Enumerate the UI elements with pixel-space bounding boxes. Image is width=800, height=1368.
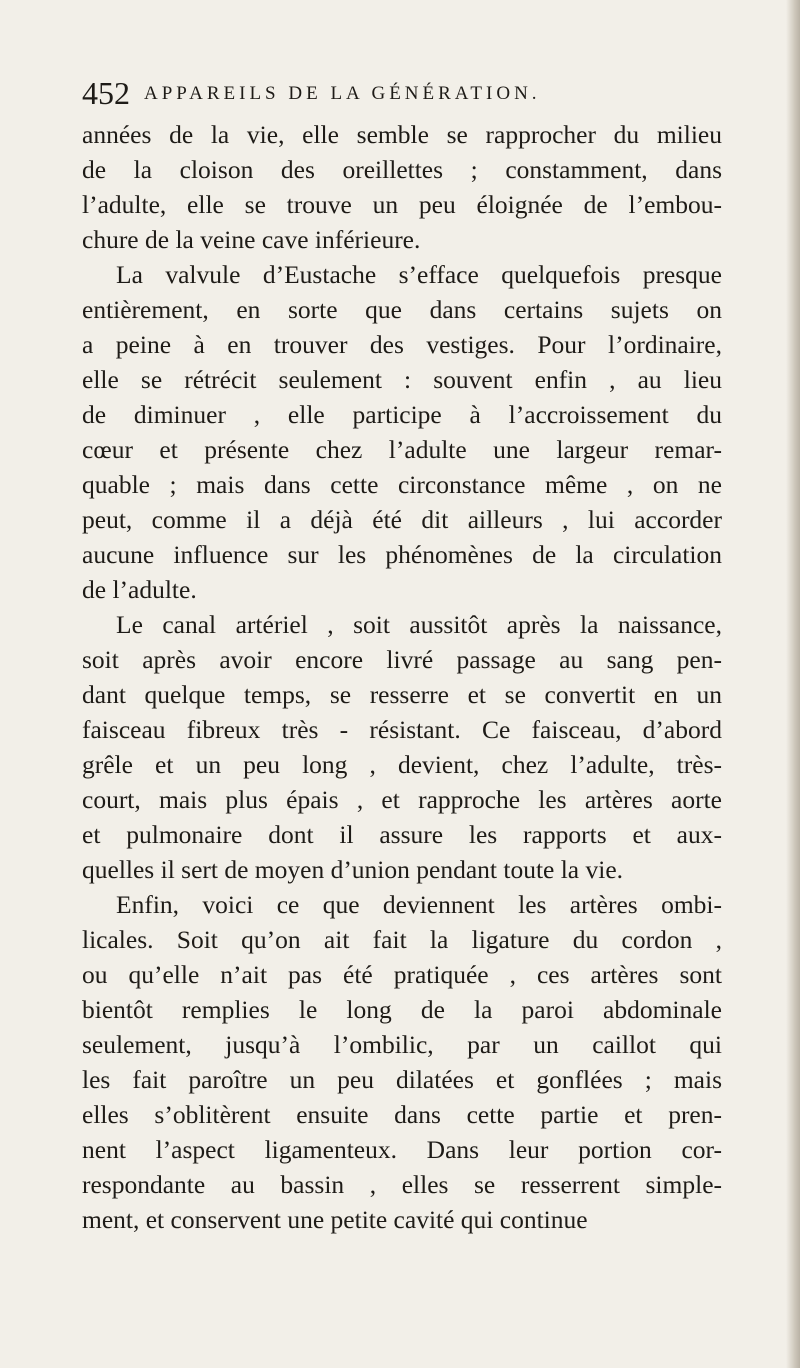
page-number: 452 [82,75,130,111]
text-line: l’adulte, elle se trouve un peu éloignée de l’embou- [82,190,722,219]
text-line: aucune influence sur les phénomènes de la circulation [82,540,722,569]
text-line: Enfin, voici ce que deviennent les artères ombi- [116,890,722,919]
text-line: ou qu’elle n’ait pas été pratiquée , ces artères sont [82,960,722,989]
text-line: années de la vie, elle semble se rapprocher du milieu [82,120,722,149]
page-header [82,76,722,116]
paragraph [82,257,722,607]
page-edge [786,0,800,1368]
text-line: entièrement, en sorte que dans certains sujets on [82,295,722,324]
text-line: quelles il sert de moyen d’union pendant toute la vie. [82,855,624,884]
text-line: Le canal artériel , soit aussitôt après la naissance, [116,610,722,639]
text-line: nent l’aspect ligamenteux. Dans leur portion cor- [82,1135,722,1164]
paragraph [82,117,722,257]
text-line: court, mais plus épais , et rapproche les artères aorte [82,785,722,814]
paragraph [82,607,722,887]
text-line: de diminuer , elle participe à l’accroissement du [82,400,722,429]
running-title: APPAREILS DE LA GÉNÉRATION. [144,83,541,104]
text-line: bientôt remplies le long de la paroi abdominale [82,995,722,1024]
text-line: elles s’oblitèrent ensuite dans cette partie et pren- [82,1100,722,1129]
text-line: elle se rétrécit seulement : souvent enfin , au lieu [82,365,722,394]
text-line: quable ; mais dans cette circonstance même , on ne [82,470,722,499]
text-line: faisceau fibreux très - résistant. Ce faisceau, d’abord [82,715,722,744]
text-line: les fait paroître un peu dilatées et gonflées ; mais [82,1065,722,1094]
text-line: soit après avoir encore livré passage au sang pen- [82,645,722,674]
text-line: seulement, jusqu’à l’ombilic, par un caillot qui [82,1030,722,1059]
text-line: respondante au bassin , elles se resserrent simple- [82,1170,722,1199]
text-line: licales. Soit qu’on ait fait la ligature du cordon , [82,925,722,954]
text-line: de l’adulte. [82,575,197,604]
paragraph [82,887,722,1237]
text-line: grêle et un peu long , devient, chez l’adulte, très- [82,750,722,779]
text-line: peut, comme il a déjà été dit ailleurs , lui accorder [82,505,722,534]
text-line: ment, et conservent une petite cavité qui continue [82,1205,588,1234]
text-line: dant quelque temps, se resserre et se convertit en un [82,680,722,709]
text-line: chure de la veine cave inférieure. [82,225,421,254]
text-line: et pulmonaire dont il assure les rapports et aux- [82,820,722,849]
text-line: de la cloison des oreillettes ; constamment, dans [82,155,722,184]
body-text [82,117,722,1237]
text-line: cœur et présente chez l’adulte une largeur remar- [82,435,722,464]
text-line: La valvule d’Eustache s’efface quelquefois presque [116,260,722,289]
text-line: a peine à en trouver des vestiges. Pour l’ordinaire, [82,330,722,359]
